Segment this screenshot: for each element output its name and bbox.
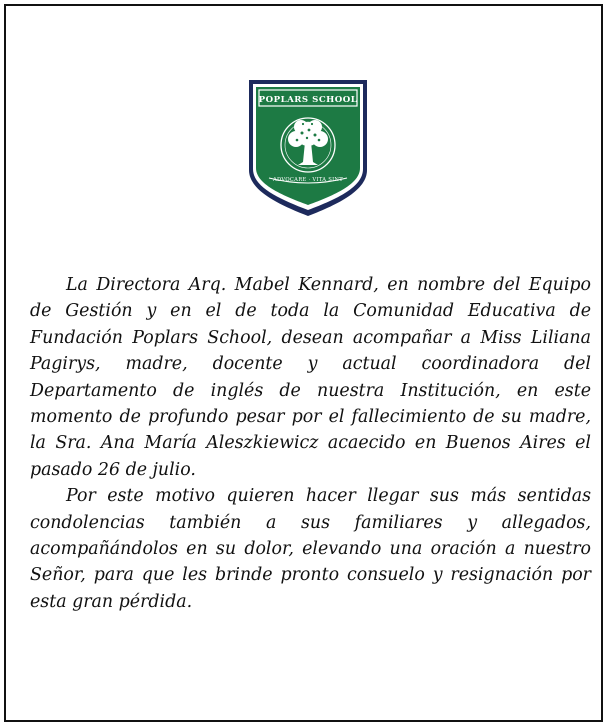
notice-frame	[4, 4, 603, 722]
condolence-notice	[30, 272, 591, 615]
crest-motto: ADVOCARE · VITA SINT	[272, 177, 344, 183]
poplars-school-crest-logo	[247, 78, 369, 218]
notice-paragraph-1: La Directora Arq. Mabel Kennard, en nombre del Equipo de Gestión y en el de toda la Comunidad Educativa de Fundación Poplars School, desean acompañar a Miss Liliana Pagirys, madre, docente y actual coordinadora del Departamento de inglés de nuestra Institución, en este momento de profundo pesar por el fallecimiento de su madre, la Sra. Ana María Aleszkiewicz acaecido en Buenos Aires el pasado 26 de julio.	[30, 275, 591, 480]
crest-name: POPLARS SCHOOL	[258, 95, 358, 105]
notice-paragraph-2: Por este motivo quieren hacer llegar sus más sentidas condolencias también a sus familiares y allegados, acompañándolos en su dolor, elevando una oración a nuestro Señor, para que les brinde pronto consuelo y resignación por esta gran pérdida.	[30, 486, 591, 612]
